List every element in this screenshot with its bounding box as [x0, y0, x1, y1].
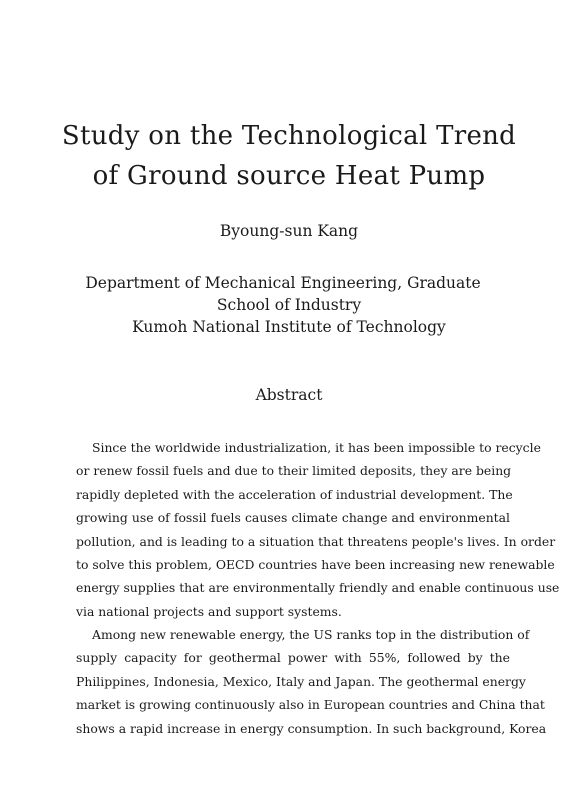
abstract-heading: Abstract: [255, 386, 323, 404]
affiliation-line-3: Kumoh National Institute of Technology: [132, 318, 446, 336]
author-name: Byoung-sun Kang: [219, 222, 359, 240]
affiliation-line-2: School of Industry: [216, 296, 362, 314]
text-line: growing use of fossil fuels causes climate change and environmental: [76, 510, 510, 526]
text-line: energy supplies that are environmentally friendly and enable continuous use: [76, 580, 560, 596]
text-line: market is growing continuously also in European countries and China that: [76, 697, 545, 713]
paper-title-line-2: of Ground source Heat Pump: [92, 161, 486, 191]
text-line: Philippines, Indonesia, Mexico, Italy and Japan. The geothermal energy: [76, 673, 526, 689]
text-line: or renew fossil fuels and due to their limited deposits, they are being: [76, 463, 512, 479]
text-line: rapidly depleted with the acceleration of industrial development. The: [76, 486, 513, 502]
text-line: via national projects and support systems.: [76, 603, 342, 619]
text-line: to solve this problem, OECD countries have been increasing new renewable: [76, 556, 555, 572]
abstract-paragraph-2: [76, 623, 547, 740]
text-line: Since the worldwide industrialization, it has been impossible to recycle: [92, 440, 541, 455]
affiliation-line-1: Department of Mechanical Engineering, Graduate: [85, 274, 481, 292]
abstract-paragraph-1: [76, 436, 560, 623]
text-line: pollution, and is leading to a situation that threatens people's lives. In order: [76, 533, 556, 549]
text-line: shows a rapid increase in energy consumption. In such background, Korea: [76, 720, 547, 736]
paper-title-line-1: Study on the Technological Trend: [61, 121, 517, 151]
text-line: supply capacity for geothermal power with 55%, followed by the: [76, 650, 510, 666]
text-line: Among new renewable energy, the US ranks top in the distribution of: [92, 627, 530, 642]
